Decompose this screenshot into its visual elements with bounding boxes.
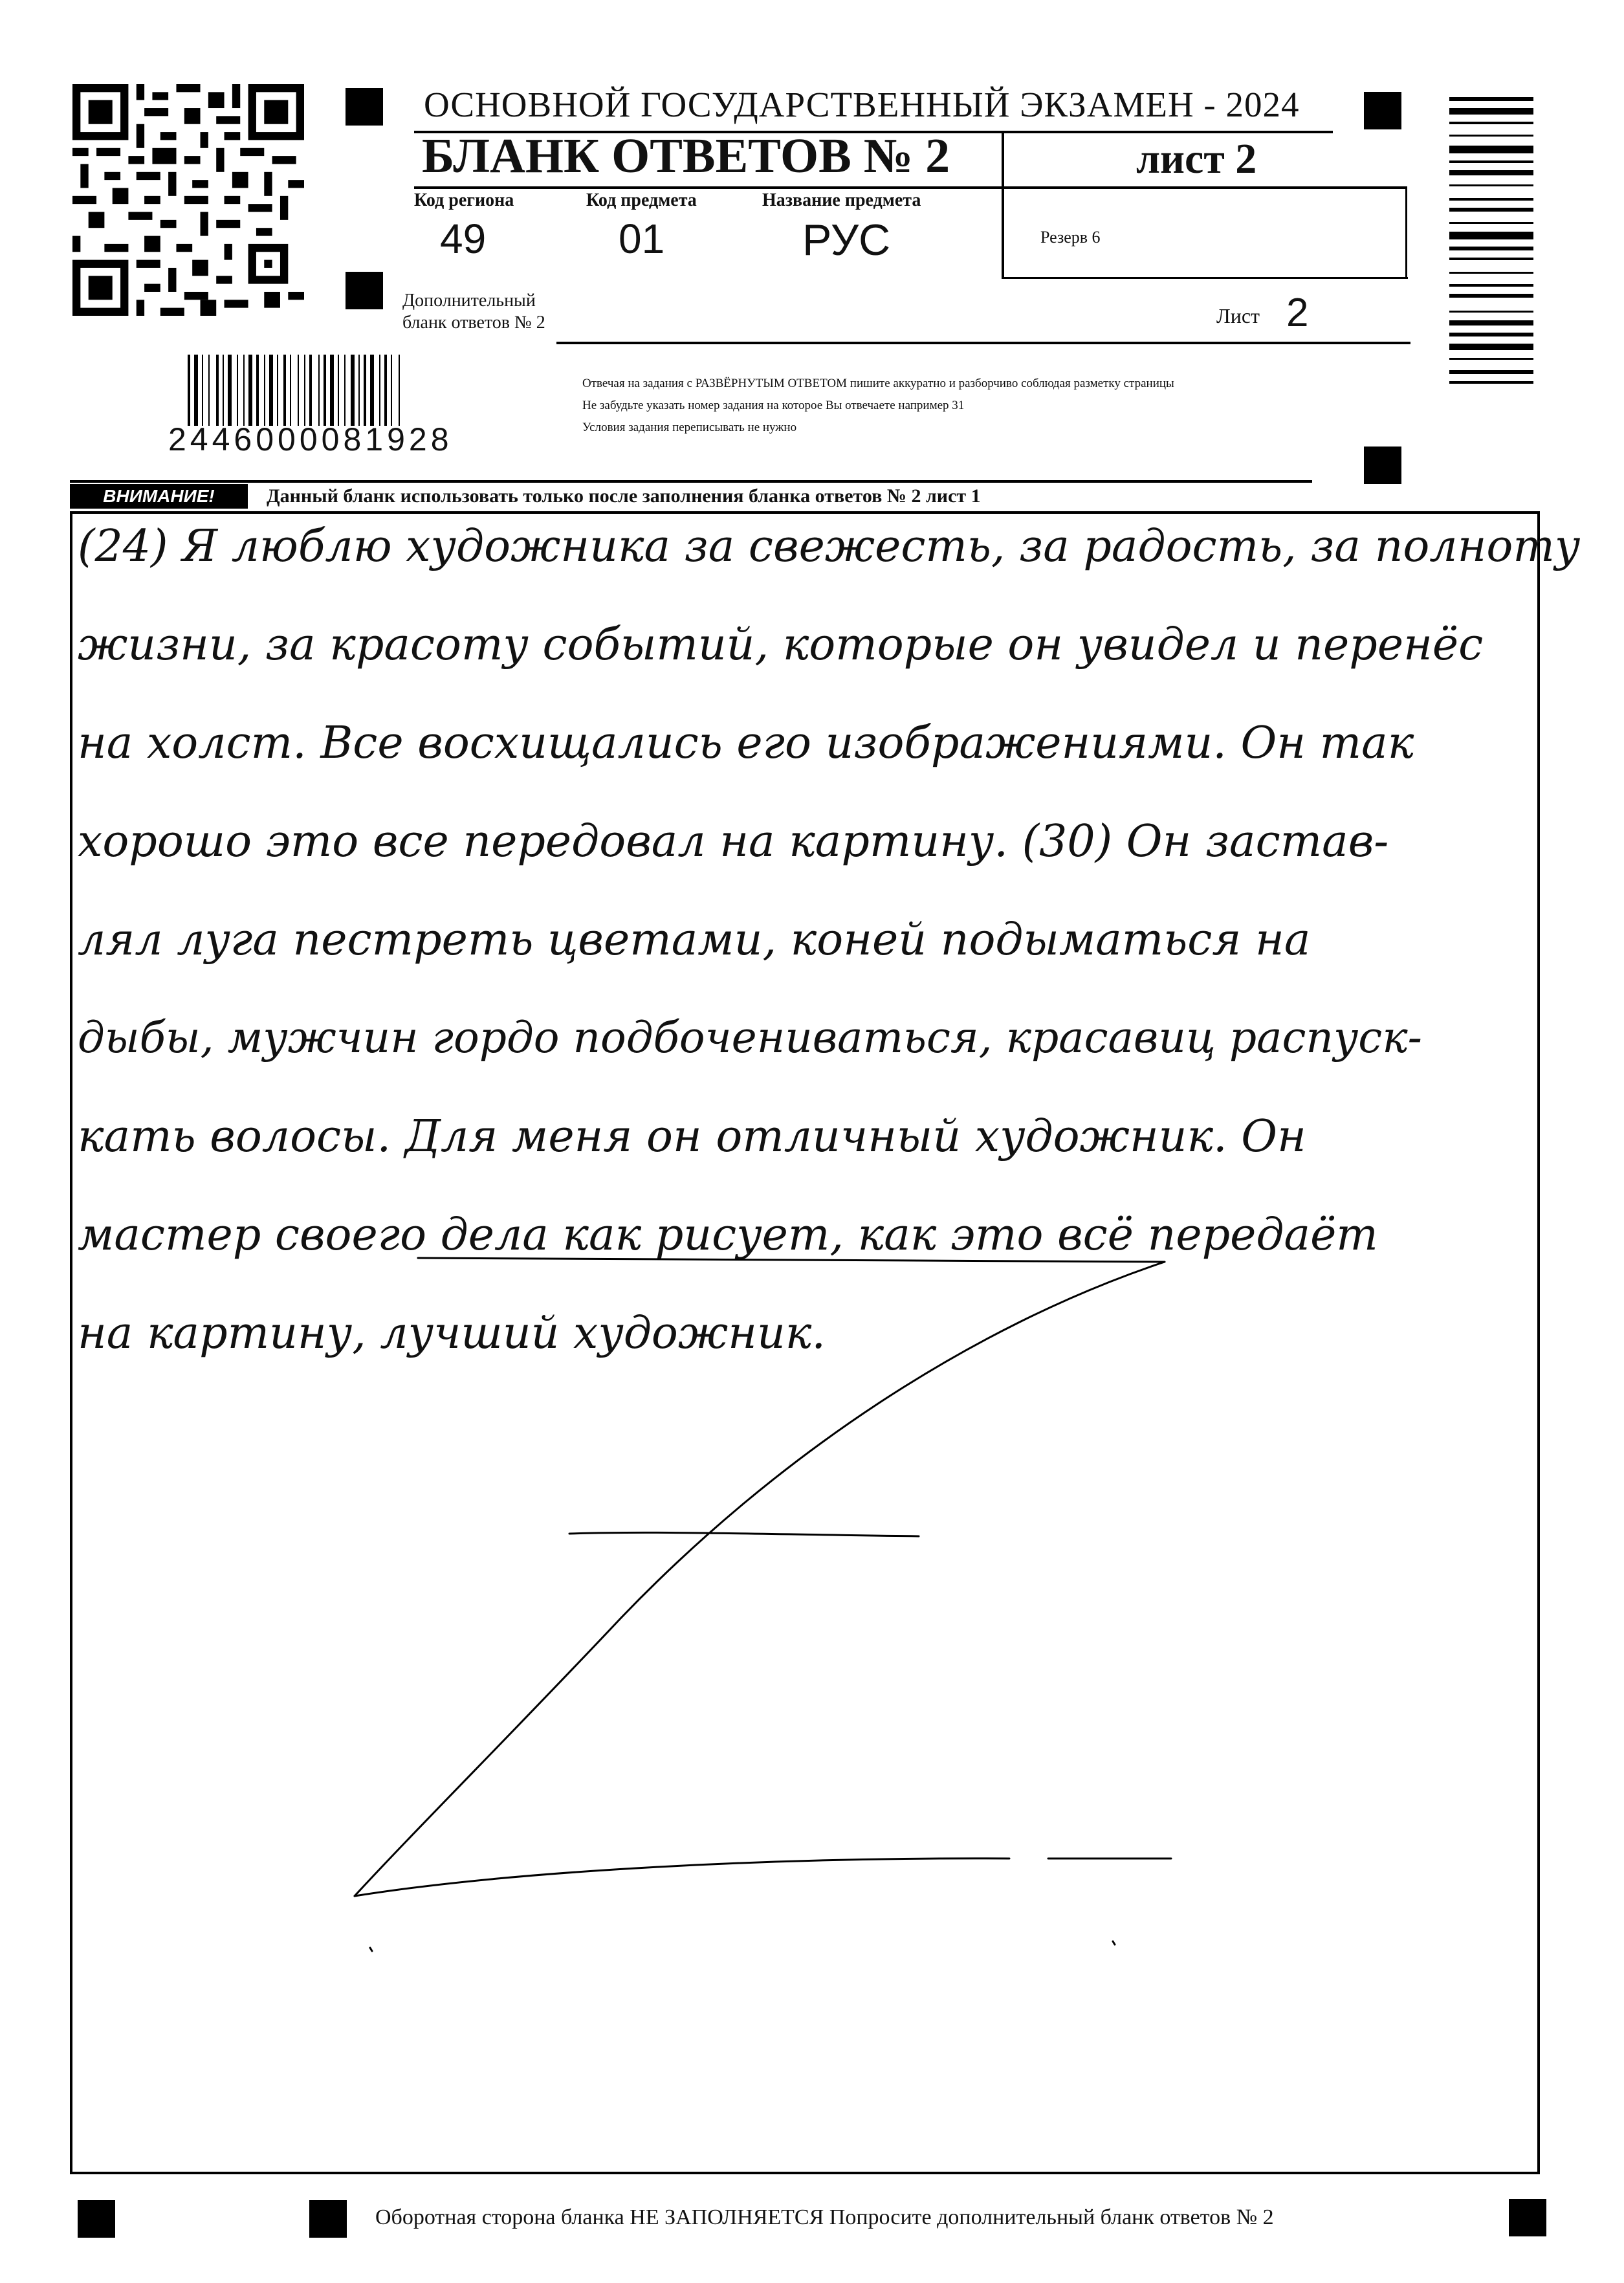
instruction-line-3: Условия задания переписывать не нужно [582,421,797,434]
additional-form-label [402,290,545,334]
vertical-barcode [1449,97,1535,421]
answer-line: (24) Я люблю художника за свежесть, за радость, за полноту [78,521,1581,572]
region-code-label: Код региона [414,190,514,210]
vertical-barcode-bar [1449,294,1533,298]
barcode-bar [384,355,387,426]
answer-line: дыбы, мужчин гордо подбочениваться, красавиц распуск- [78,1013,1422,1063]
subject-name: РУС [802,215,891,265]
exam-title: ОСНОВНОЙ ГОСУДАРСТВЕННЫЙ ЭКЗАМЕН - 2024 [424,85,1300,124]
subject-code: 01 [619,215,665,262]
vertical-barcode-bar [1449,232,1533,239]
vertical-barcode-bar [1449,222,1533,224]
barcode-bar [399,355,400,426]
barcode-bar [188,355,190,426]
barcode-bar [256,355,259,426]
vertical-barcode-bar [1449,146,1533,153]
answer-line: жизни, за красоту событий, которые он увидел и перенёс [78,619,1484,670]
barcode-number: 2446000081928 [168,421,453,458]
barcode-bar [248,355,252,426]
vertical-barcode-bar [1449,320,1533,325]
z-strike-mark [324,1230,1229,2006]
qr-code [72,84,304,316]
additional-form-label-line2: бланк ответов № 2 [402,313,545,333]
vertical-barcode-bar [1449,208,1533,212]
barcode-bar [330,355,334,426]
vertical-barcode-bar [1449,370,1533,374]
additional-form-label-line1: Дополнительный [402,291,536,311]
sheet-number: 2 [1286,291,1309,335]
barcode-bar [309,355,312,426]
vertical-barcode-bar [1449,311,1533,313]
barcode-bar [269,355,273,426]
sheet-label: лист 2 [1136,135,1257,182]
sheet-number-label: Лист [1216,304,1260,327]
header-right-box-bottom [1002,277,1408,279]
header-divider-horizontal [414,186,1407,189]
header-divider-vertical [1002,132,1004,278]
answer-line: мастер своего дела как рисует, как это всё передаёт [78,1209,1378,1261]
barcode-bar [202,355,203,426]
barcode-bar [208,355,210,426]
vertical-barcode-bar [1449,122,1533,124]
answer-line: хорошо это все передовал на картину. (30) Он застав- [78,816,1389,867]
barcode-bar [370,355,374,426]
alignment-marker-mid-left [346,272,383,309]
alignment-marker-bottom-2 [309,2200,347,2238]
vertical-barcode-bar [1449,381,1533,384]
warning-top-line [70,480,1312,483]
subject-code-label: Код предмета [586,190,697,210]
form-title: БЛАНК ОТВЕТОВ № 2 [422,129,950,183]
vertical-barcode-bar [1449,344,1533,350]
barcode-bar [237,355,238,426]
footer-note: Оборотная сторона бланка НЕ ЗАПОЛНЯЕТСЯ Попросите дополнительный бланк ответов № 2 [375,2205,1274,2229]
vertical-barcode-bar [1449,135,1533,137]
warning-text: Данный бланк использовать только после заполнения бланка ответов № 2 лист 1 [267,485,981,507]
barcode-bar [194,355,198,426]
vertical-barcode-bar [1449,184,1533,186]
reserve-label: Резерв 6 [1040,228,1101,247]
vertical-barcode-bar [1449,358,1533,360]
barcode-bar [358,355,360,426]
vertical-barcode-bar [1449,97,1533,101]
barcode-bar [364,355,366,426]
instruction-line-1: Отвечая на задания с РАЗВЁРНУТЫМ ОТВЕТОМ пишите аккуратно и разборчиво соблюдая разметку страницы [582,377,1174,390]
region-code: 49 [440,215,487,262]
barcode-bar [216,355,219,426]
vertical-barcode-bar [1449,108,1533,115]
barcode-bar [283,355,286,426]
alignment-marker-bottom-3 [1509,2199,1546,2236]
answer-line: на картину, лучший художник. [78,1308,826,1359]
barcode-bar [228,355,232,426]
barcode-bar [277,355,278,426]
barcode-bar [298,355,299,426]
vertical-barcode-bar [1449,284,1533,287]
answer-line: лял луга пестреть цветами, коней подыматься на [78,914,1311,965]
warning-badge: ВНИМАНИЕ! [70,484,248,509]
barcode-bar [304,355,305,426]
header-right-box-right [1405,186,1407,279]
answer-line: на холст. Все восхищались его изображениями. Он так [78,718,1414,769]
vertical-barcode-bar [1449,333,1533,336]
barcode-bar [351,355,355,426]
vertical-barcode-bar [1449,160,1533,163]
vertical-barcode-bar [1449,198,1533,201]
alignment-marker-top-left [346,88,383,126]
alignment-marker-mid-right [1364,447,1401,484]
barcode-bar [264,355,265,426]
vertical-barcode-bar [1449,272,1533,274]
answer-line: кать волосы. Для меня он отличный художник. Он [78,1111,1306,1162]
alignment-marker-top-right [1364,92,1401,129]
instruction-line-2: Не забудьте указать номер задания на которое Вы отвечаете например 31 [582,399,965,412]
barcode-bar [290,355,291,426]
barcode-bar [344,355,346,426]
barcode-bar [391,355,392,426]
alignment-marker-bottom-1 [78,2200,115,2238]
barcode-bar [324,355,326,426]
barcode-bar [338,355,339,426]
vertical-barcode-bar [1449,170,1533,175]
barcode-bar [318,355,320,426]
barcode-bar [243,355,245,426]
vertical-barcode-bar [1449,258,1533,260]
vertical-barcode-bar [1449,247,1533,250]
subject-name-label: Название предмета [762,190,921,210]
additional-form-underline [556,342,1410,344]
instructions [582,373,1174,439]
barcode-bar [379,355,380,426]
barcode-bar [223,355,224,426]
